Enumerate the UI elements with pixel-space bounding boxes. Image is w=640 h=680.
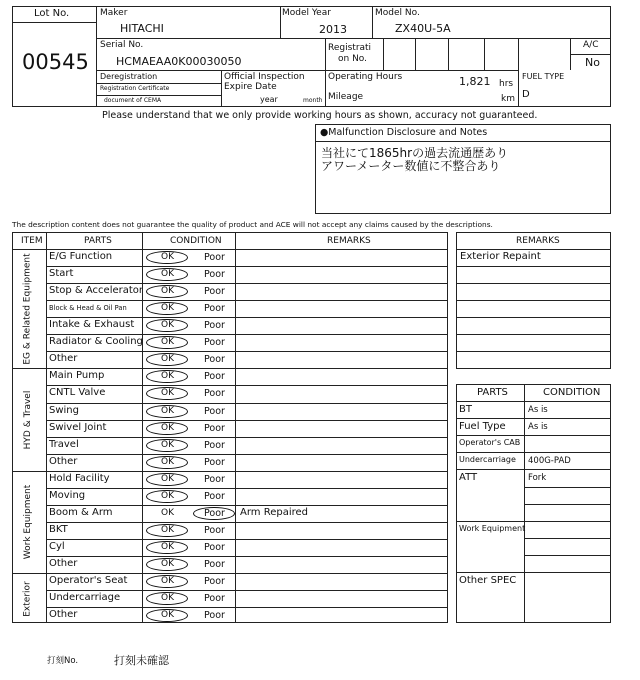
- table-row-part: Moving: [49, 489, 86, 501]
- malfunction-line-1: 当社にて1865hrの過去流通歴あり: [321, 146, 509, 160]
- inspection-label-2: Expire Date: [224, 82, 277, 92]
- col-condition-header: CONDITION: [170, 236, 222, 246]
- ok-circle-mark: [146, 439, 188, 452]
- condition-ok: OK: [161, 388, 174, 399]
- deregistration-label: Deregistration: [100, 72, 158, 81]
- table-row-part: Other: [49, 557, 78, 569]
- condition-poor: Poor: [204, 354, 225, 366]
- condition-poor: Poor: [204, 422, 225, 434]
- condition-poor: Poor: [204, 269, 225, 281]
- right-parts-name: Fuel Type: [459, 421, 506, 433]
- condition-ok: OK: [161, 541, 174, 552]
- ok-circle-mark: [146, 268, 188, 281]
- right-condition-header: CONDITION: [543, 387, 601, 398]
- table-row-part: Radiator & Cooling: [49, 336, 143, 348]
- condition-ok: OK: [161, 456, 174, 467]
- ok-circle-mark: [146, 456, 188, 469]
- poor-circle-mark: [193, 507, 235, 520]
- ok-circle-mark: [146, 473, 188, 486]
- condition-ok: OK: [161, 269, 174, 280]
- malfunction-line-2: アワーメーター数値に不整合あり: [321, 159, 501, 173]
- right-parts-condition: Fork: [528, 473, 547, 484]
- cema-label: document of CEMA: [104, 97, 162, 104]
- hours-notice: Please understand that we only provide working hours as shown, accuracy not guaranteed.: [102, 110, 538, 121]
- lot-label: Lot No.: [34, 8, 70, 19]
- condition-ok: OK: [161, 576, 174, 586]
- hrs-unit: hrs: [499, 79, 514, 89]
- stamp-label: 打刻No.: [47, 656, 79, 666]
- registration-label-1: Registrati: [328, 43, 372, 53]
- condition-ok: OK: [161, 252, 174, 262]
- condition-poor: Poor: [204, 371, 225, 383]
- table-row-part: Start: [49, 268, 74, 280]
- condition-poor: Poor: [204, 490, 225, 502]
- condition-ok: OK: [161, 354, 174, 365]
- condition-ok: OK: [161, 337, 174, 348]
- condition-ok: OK: [161, 610, 174, 620]
- condition-poor: Poor: [204, 439, 225, 451]
- ok-circle-mark: [146, 575, 188, 588]
- table-row-part: Hold Facility: [49, 472, 110, 484]
- ok-circle-mark: [146, 302, 188, 315]
- group-label: HYD & Travel: [22, 390, 33, 449]
- right-parts-condition: 400G-PAD: [528, 456, 571, 467]
- condition-ok: OK: [161, 507, 174, 518]
- condition-ok: OK: [161, 320, 174, 331]
- table-row-part: E/G Function: [49, 251, 113, 262]
- condition-ok: OK: [161, 405, 174, 416]
- maker-label: Maker: [100, 8, 128, 18]
- operating-hours-value: 1,821: [459, 75, 491, 88]
- right-parts-name: Other SPEC: [459, 575, 517, 586]
- ok-circle-mark: [146, 541, 188, 554]
- ok-circle-mark: [146, 592, 188, 605]
- table-row-part: Stop & Accelerator: [49, 285, 144, 297]
- right-parts-condition: As is: [528, 422, 548, 433]
- ok-circle-mark: [146, 524, 188, 537]
- condition-poor: Poor: [204, 610, 225, 621]
- serial-label: Serial No.: [100, 40, 144, 50]
- table-row-part: CNTL Valve: [49, 387, 106, 399]
- condition-poor: Poor: [204, 576, 225, 587]
- table-row-part: Undercarriage: [49, 592, 121, 603]
- condition-poor: Poor: [204, 388, 225, 400]
- condition-poor: Poor: [204, 541, 225, 553]
- disclaimer: The description content does not guarantee the quality of product and ACE will not accept any claims caused by the descriptions.: [12, 220, 493, 229]
- table-row-remarks: Arm Repaired: [240, 506, 308, 518]
- right-parts-name: Undercarriage: [459, 455, 516, 465]
- serial-value: HCMAEAA0K00030050: [116, 55, 242, 68]
- condition-ok: OK: [161, 422, 174, 433]
- ok-circle-mark: [146, 405, 188, 418]
- condition-ok: OK: [161, 473, 174, 484]
- right-parts-name: ATT: [459, 472, 478, 484]
- table-row-part: Other: [49, 455, 78, 467]
- condition-poor: Poor: [204, 252, 225, 263]
- table-row-part: Intake & Exhaust: [49, 319, 135, 331]
- col-item-header: ITEM: [21, 236, 43, 246]
- ok-circle-mark: [146, 285, 188, 298]
- right-parts-header: PARTS: [477, 387, 508, 398]
- table-row-part: Other: [49, 609, 78, 620]
- table-row-part: Block & Head & Oil Pan: [49, 304, 127, 313]
- ac-label: A/C: [583, 40, 599, 50]
- condition-ok: OK: [161, 303, 174, 314]
- maker-value: HITACHI: [120, 22, 164, 35]
- ok-circle-mark: [146, 490, 188, 503]
- col-remarks-header: REMARKS: [327, 236, 371, 246]
- condition-poor: Poor: [204, 593, 225, 604]
- table-row-part: Cyl: [49, 540, 65, 552]
- condition-poor: Poor: [204, 337, 225, 349]
- mileage-label: Mileage: [328, 92, 364, 102]
- right-parts-name: Work Equipment: [459, 523, 526, 533]
- condition-poor: Poor: [204, 405, 225, 417]
- condition-poor: Poor: [204, 524, 225, 536]
- table-row-part: Swing: [49, 404, 79, 416]
- ok-circle-mark: [146, 558, 188, 571]
- condition-poor: Poor: [204, 320, 225, 332]
- inspection-label-1: Official Inspection: [224, 72, 305, 82]
- right-parts-condition: As is: [528, 405, 548, 415]
- condition-ok: OK: [161, 593, 174, 603]
- model-no-label: Model No.: [375, 8, 420, 18]
- fuel-type-value: D: [522, 89, 530, 100]
- condition-poor: Poor: [204, 303, 225, 315]
- year-label: year: [260, 95, 278, 104]
- condition-poor: Poor: [204, 558, 225, 570]
- condition-ok: OK: [161, 558, 174, 569]
- condition-poor: Poor: [204, 473, 225, 485]
- ac-value: No: [585, 56, 600, 69]
- group-label: Work Equipment: [22, 484, 33, 560]
- condition-poor: Poor: [204, 456, 225, 468]
- table-row-part: BKT: [49, 523, 68, 535]
- table-row-part: Travel: [49, 438, 79, 450]
- condition-ok: OK: [161, 490, 174, 501]
- condition-ok: OK: [161, 286, 174, 297]
- ok-circle-mark: [146, 422, 188, 435]
- model-no-value: ZX40U-5A: [395, 22, 451, 35]
- operating-hours-label: Operating Hours: [328, 72, 403, 82]
- model-year-value: 2013: [319, 23, 347, 36]
- condition-ok: OK: [161, 439, 174, 450]
- model-year-label: Model Year: [282, 8, 331, 18]
- month-label: month: [303, 97, 323, 104]
- ok-circle-mark: [146, 609, 188, 622]
- table-row-part: Other: [49, 353, 78, 365]
- table-row-part: Main Pump: [49, 370, 105, 382]
- fuel-type-label: FUEL TYPE: [522, 72, 565, 81]
- group-label: EG & Related Equipment: [23, 253, 34, 365]
- group-label: Exterior: [22, 580, 33, 617]
- col-parts-header: PARTS: [84, 236, 112, 246]
- right-parts-name: BT: [459, 404, 472, 415]
- stamp-value: 打刻未確認: [114, 654, 169, 667]
- right-parts-name: Operator's CAB: [459, 438, 521, 448]
- registration-label-2: on No.: [338, 54, 368, 64]
- malfunction-title: ●Malfunction Disclosure and Notes: [320, 127, 488, 138]
- table-row-part: Swivel Joint: [49, 421, 107, 433]
- condition-poor: Poor: [204, 286, 225, 298]
- table-row-part: Boom & Arm: [49, 506, 113, 518]
- right-remarks-line: Exterior Repaint: [460, 251, 541, 262]
- lot-number: 00545: [22, 50, 89, 74]
- registration-cert-label: Registration Certificate: [100, 85, 170, 92]
- condition-poor: Poor: [204, 507, 225, 519]
- condition-ok: OK: [161, 371, 174, 382]
- right-remarks-title: REMARKS: [516, 236, 560, 246]
- ok-circle-mark: [146, 251, 188, 264]
- condition-ok: OK: [161, 524, 174, 535]
- km-unit: km: [501, 94, 515, 104]
- table-row-part: Operator's Seat: [49, 575, 128, 586]
